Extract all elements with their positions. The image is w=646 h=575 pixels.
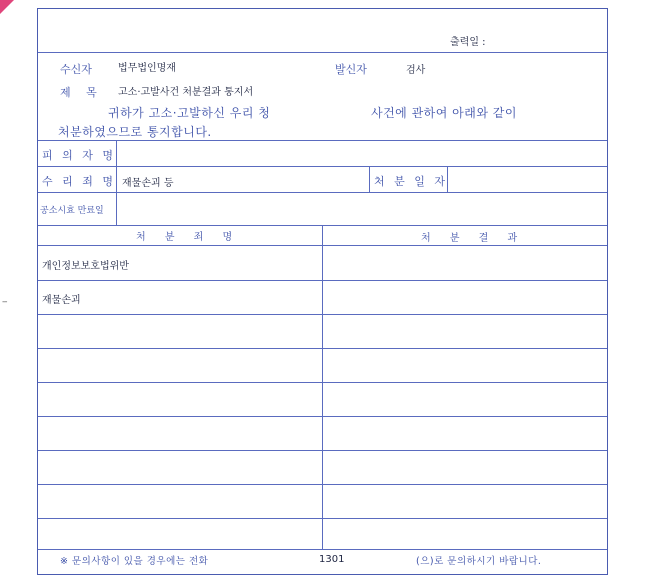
notice-line1-left: 귀하가 고소·고발하신 우리 청 [108, 106, 271, 120]
notice-form [37, 8, 608, 575]
table-cell-charge: 개인정보보호법위반 [42, 261, 129, 272]
footer-phone: 1301 [319, 554, 345, 565]
footer-prefix: ※ 문의사항이 있을 경우에는 전화 [60, 556, 209, 567]
footer-suffix: (으)로 문의하시기 바랍니다. [416, 556, 542, 567]
corner-mark [0, 0, 14, 14]
table-cell-charge: 재물손괴 [42, 295, 81, 306]
subject-value: 고소·고발사건 처분결과 통지서 [118, 87, 254, 98]
divider [322, 225, 323, 549]
divider [38, 166, 607, 167]
table-header-result: 처 분 결 과 [421, 233, 526, 244]
divider [369, 166, 370, 192]
table-header-charge: 처 분 죄 명 [136, 232, 241, 243]
charge-name-label: 수 리 죄 명 [42, 175, 116, 188]
divider [38, 192, 607, 193]
divider [38, 140, 607, 141]
recipient-label: 수신자 [60, 63, 92, 76]
divider [38, 52, 607, 53]
suspect-name-label: 피 의 자 명 [42, 149, 116, 162]
margin-mark: -- [2, 297, 7, 307]
divider [38, 549, 607, 550]
notice-line2: 처분하였으므로 통지합니다. [58, 125, 212, 139]
statute-expiry-label: 공소시효 만료일 [40, 206, 104, 216]
notice-line1-right: 사건에 관하여 아래와 같이 [371, 106, 517, 120]
output-date-label: 출력일 : [450, 37, 486, 48]
charge-name-value: 재물손괴 등 [122, 178, 174, 189]
sender-label: 발신자 [335, 63, 367, 76]
disposition-date-label: 처 분 일 자 [374, 175, 448, 188]
subject-label: 제 목 [60, 86, 103, 99]
divider [116, 140, 117, 225]
recipient-value: 법무법인명재 [118, 63, 176, 74]
sender-value: 검사 [406, 65, 426, 76]
